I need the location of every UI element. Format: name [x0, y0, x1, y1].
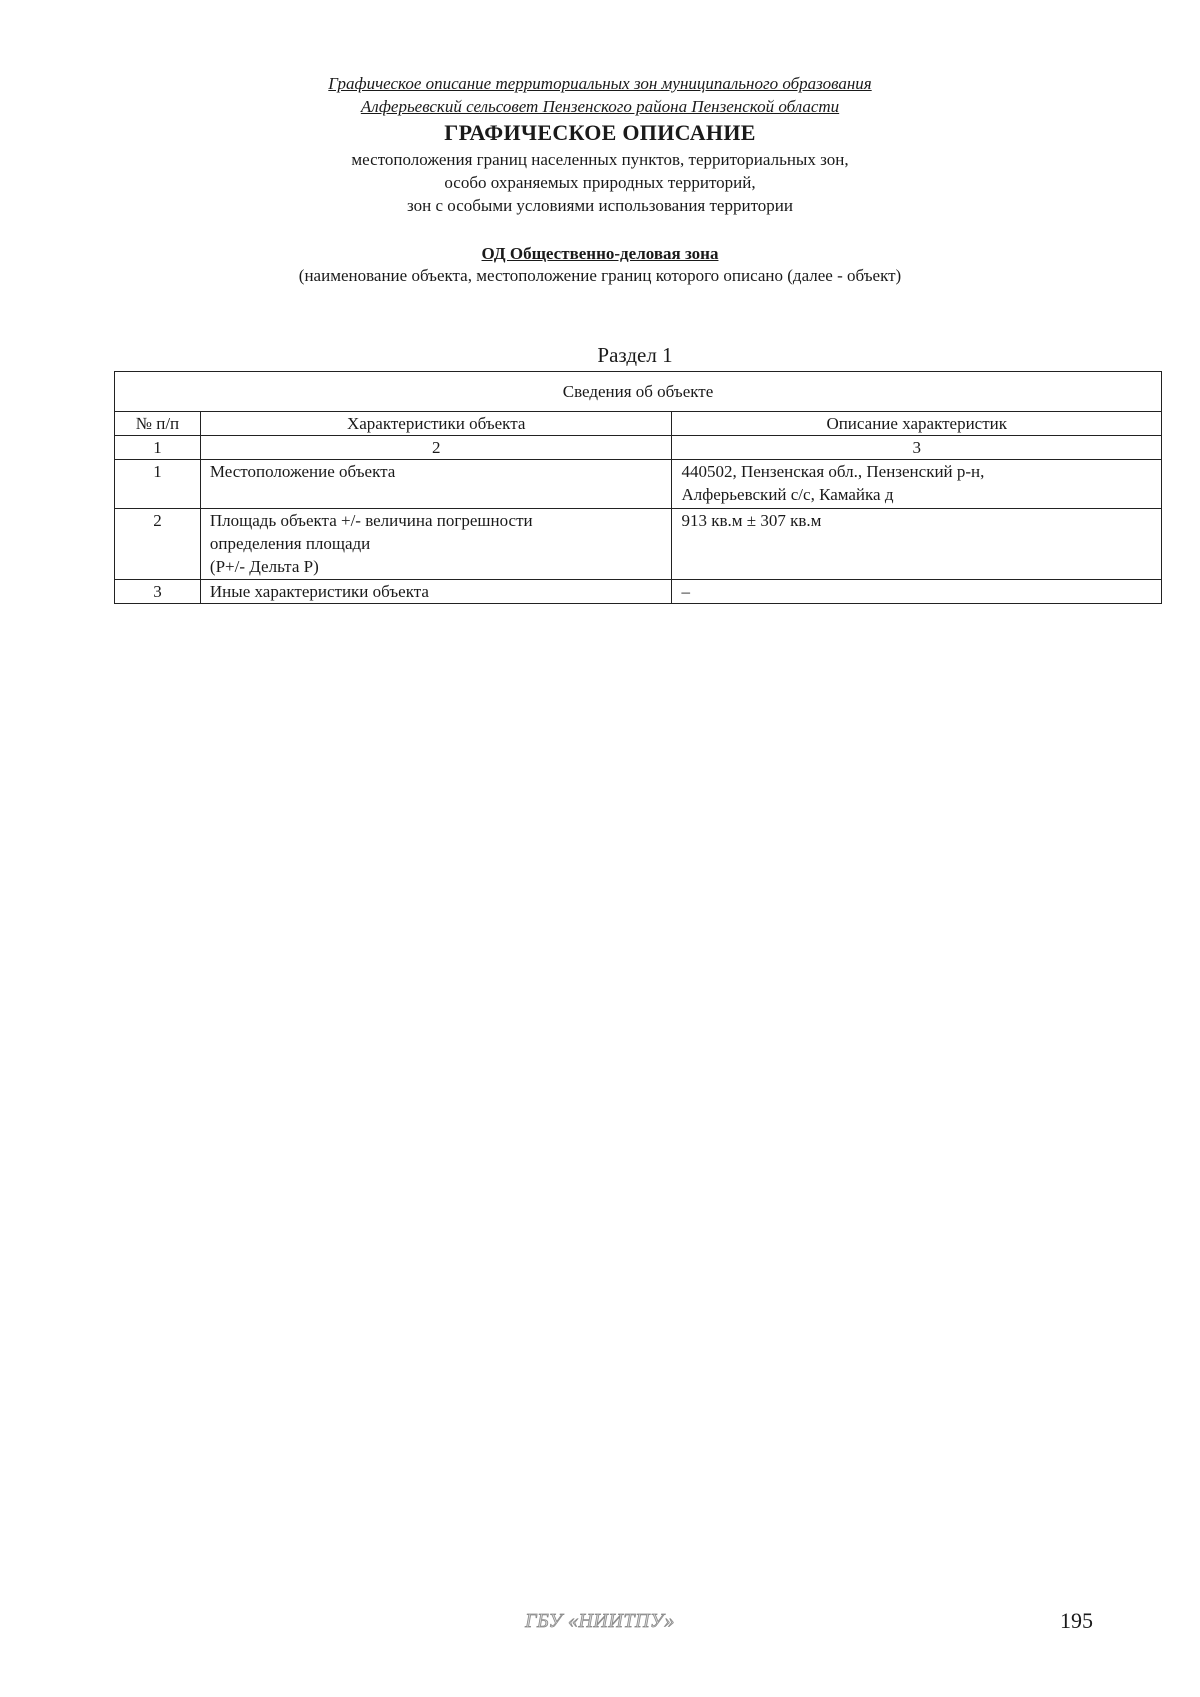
footer-organization: ГБУ «НИИТПУ» — [525, 1610, 675, 1632]
description-line: – — [681, 582, 690, 601]
object-caption: (наименование объекта, местоположение границ которого описано (далее - объект) — [298, 266, 902, 285]
row-number-cell: 1 — [115, 460, 201, 509]
document-subtitle — [0, 148, 1200, 217]
subtitle-line: особо охраняемых природных территорий, — [444, 173, 756, 192]
column-number-row — [115, 436, 1162, 460]
section-title: Раздел 1 — [597, 343, 673, 367]
running-header-line-1: Графическое описание территориальных зон муниципального образования — [328, 74, 872, 93]
characteristic-line: Иные характеристики объекта — [209, 582, 429, 601]
document-title: ГРАФИЧЕСКОЕ ОПИСАНИЕ — [444, 120, 756, 145]
table-caption: Сведения об объекте — [115, 372, 1162, 412]
header-cell-characteristic: Характеристики объекта — [200, 412, 672, 436]
page-number: 195 — [1060, 1608, 1093, 1633]
subtitle-line: зон с особыми условиями использования территории — [407, 196, 793, 215]
characteristic-cell — [200, 460, 672, 509]
subtitle-line: местоположения границ населенных пунктов, территориальных зон, — [351, 150, 849, 169]
description-line: 913 кв.м ± 307 кв.м — [681, 511, 822, 530]
table-caption-row — [115, 372, 1162, 412]
row-number-cell: 3 — [115, 580, 201, 604]
running-header — [0, 72, 1200, 118]
column-number-cell: 2 — [200, 436, 672, 460]
column-number-cell: 1 — [115, 436, 201, 460]
column-number-cell: 3 — [672, 436, 1162, 460]
description-line: 440502, Пензенская обл., Пензенский р-н, — [681, 462, 985, 481]
table-row — [115, 460, 1162, 509]
table-row — [115, 509, 1162, 580]
object-info-table — [114, 371, 1162, 604]
characteristic-line: Площадь объекта +/- величина погрешности — [209, 511, 533, 530]
description-cell — [672, 580, 1162, 604]
description-cell — [672, 460, 1162, 509]
running-header-line-2: Алферьевский сельсовет Пензенского района Пензенской области — [360, 97, 840, 116]
characteristic-cell — [200, 509, 672, 580]
row-number-cell: 2 — [115, 509, 201, 580]
table-header-row — [115, 412, 1162, 436]
characteristic-line: (Р+/- Дельта Р) — [209, 557, 319, 576]
object-name: ОД Общественно-деловая зона — [481, 244, 719, 263]
characteristic-line: Местоположение объекта — [209, 462, 396, 481]
description-line: Алферьевский с/с, Камайка д — [681, 485, 894, 504]
table-row — [115, 580, 1162, 604]
characteristic-cell — [200, 580, 672, 604]
characteristic-line: определения площади — [209, 534, 371, 553]
header-cell-description: Описание характеристик — [672, 412, 1162, 436]
description-cell — [672, 509, 1162, 580]
header-cell-number: № п/п — [115, 412, 201, 436]
